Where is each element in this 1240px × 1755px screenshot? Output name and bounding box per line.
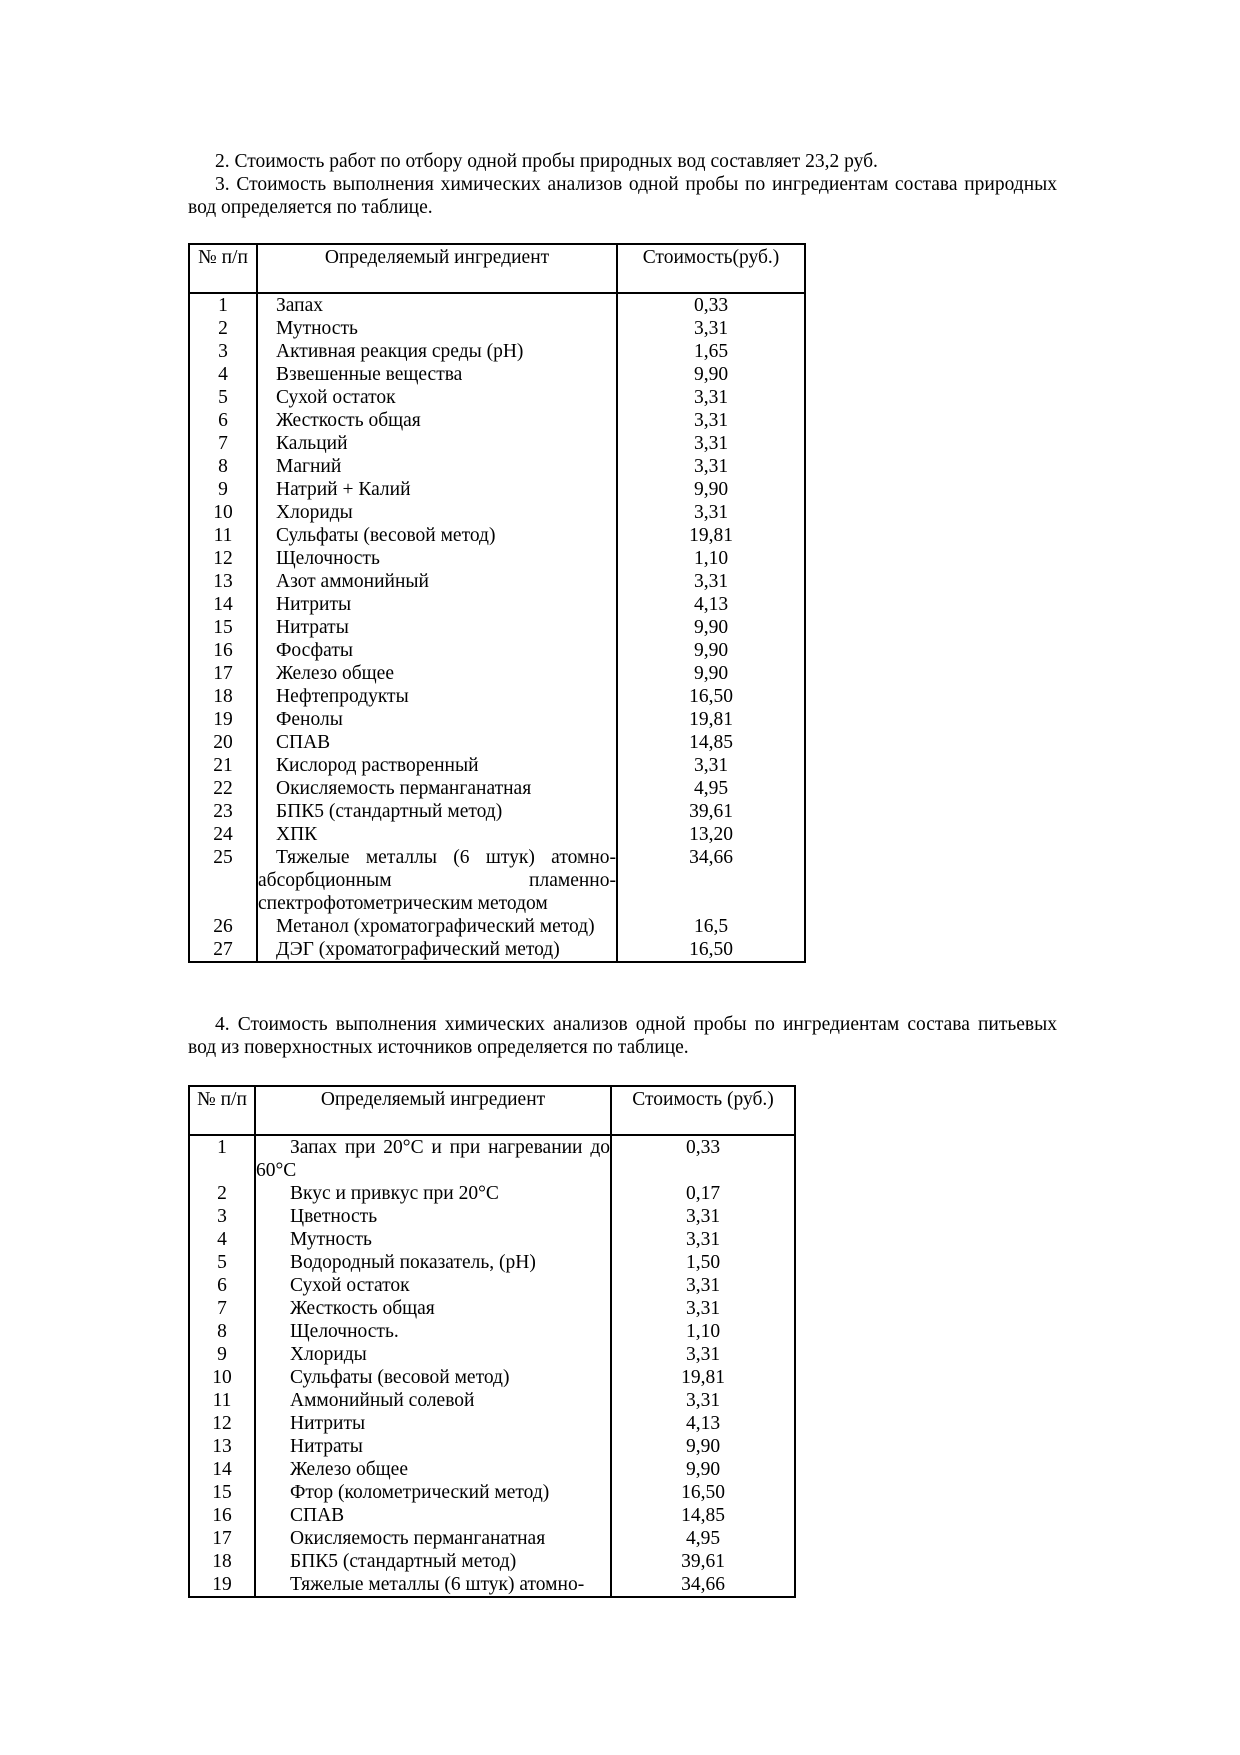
- table-row: [189, 593, 805, 616]
- paragraph-drinking-water-intro: 4. Стоимость выполнения химических анализов одной пробы по ингредиентам состава питьевых вод из поверхностных источников определяется по таблице.: [188, 1014, 1057, 1058]
- table-row: [189, 1205, 795, 1228]
- ingredient-name: Сульфаты (весовой метод): [255, 1366, 611, 1389]
- cost-value: 19,81: [617, 524, 805, 547]
- cost-value: 0,33: [611, 1135, 795, 1182]
- table-header-row: [189, 1086, 795, 1135]
- row-number: 3: [189, 1205, 255, 1228]
- ingredient-name: Хлориды: [257, 501, 617, 524]
- table-row: [189, 501, 805, 524]
- cost-value: 0,17: [611, 1182, 795, 1205]
- table-row: [189, 1251, 795, 1274]
- row-number: 5: [189, 1251, 255, 1274]
- ingredient-name: БПК5 (стандартный метод): [257, 800, 617, 823]
- ingredient-name: Мутность: [257, 317, 617, 340]
- cost-value: 9,90: [617, 478, 805, 501]
- ingredient-name: Хлориды: [255, 1343, 611, 1366]
- ingredient-name: Нитраты: [257, 616, 617, 639]
- table-row: [189, 1458, 795, 1481]
- ingredient-name: Щелочность.: [255, 1320, 611, 1343]
- row-number: 20: [189, 731, 257, 754]
- row-number: 21: [189, 754, 257, 777]
- column-header-number: № п/п: [189, 244, 257, 293]
- cost-value: 3,31: [617, 317, 805, 340]
- cost-value: 4,95: [611, 1527, 795, 1550]
- cost-value: 3,31: [611, 1228, 795, 1251]
- table-row: [189, 363, 805, 386]
- row-number: 24: [189, 823, 257, 846]
- ingredient-name: Жесткость общая: [257, 409, 617, 432]
- ingredient-name: Цветность: [255, 1205, 611, 1228]
- table-row: [189, 754, 805, 777]
- row-number: 9: [189, 478, 257, 501]
- cost-value: 9,90: [617, 662, 805, 685]
- ingredient-name: Железо общее: [255, 1458, 611, 1481]
- table-row: [189, 524, 805, 547]
- cost-value: 3,31: [617, 432, 805, 455]
- cost-value: 9,90: [617, 639, 805, 662]
- ingredient-name: Натрий + Калий: [257, 478, 617, 501]
- row-number: 16: [189, 1504, 255, 1527]
- row-number: 10: [189, 1366, 255, 1389]
- cost-value: 19,81: [617, 708, 805, 731]
- cost-value: 16,5: [617, 915, 805, 938]
- row-number: 22: [189, 777, 257, 800]
- ingredient-name: Активная реакция среды (pH): [257, 340, 617, 363]
- table-row: [189, 1366, 795, 1389]
- table-row: [189, 1481, 795, 1504]
- cost-value: 1,50: [611, 1251, 795, 1274]
- table-row: [189, 1412, 795, 1435]
- table-row: [189, 340, 805, 363]
- cost-value: 1,10: [617, 547, 805, 570]
- ingredient-name: Запах при 20°С и при нагревании до 60°С: [256, 1137, 610, 1181]
- ingredient-name: Окисляемость перманганатная: [255, 1527, 611, 1550]
- ingredient-name: Фосфаты: [257, 639, 617, 662]
- ingredient-name: Фтор (колометрический метод): [255, 1481, 611, 1504]
- ingredient-name: Водородный показатель, (pH): [255, 1251, 611, 1274]
- row-number: 13: [189, 570, 257, 593]
- cost-value: 16,50: [611, 1481, 795, 1504]
- row-number: 4: [189, 1228, 255, 1251]
- table-row: [189, 685, 805, 708]
- row-number: 14: [189, 1458, 255, 1481]
- cost-value: 3,31: [611, 1274, 795, 1297]
- table-row: [189, 938, 805, 962]
- cost-value: 4,13: [617, 593, 805, 616]
- ingredient-name: Аммонийный солевой: [255, 1389, 611, 1412]
- cost-value: 3,31: [611, 1205, 795, 1228]
- natural-water-cost-table: [188, 243, 806, 963]
- cost-value: 19,81: [611, 1366, 795, 1389]
- row-number: 18: [189, 685, 257, 708]
- row-number: 19: [189, 1573, 255, 1597]
- table-row: [189, 1504, 795, 1527]
- row-number: 17: [189, 662, 257, 685]
- cost-value: 16,50: [617, 938, 805, 962]
- table-row: [189, 293, 805, 317]
- cost-value: 3,31: [611, 1343, 795, 1366]
- ingredient-name: ХПК: [257, 823, 617, 846]
- row-number: 10: [189, 501, 257, 524]
- table-row: [189, 1320, 795, 1343]
- row-number: 27: [189, 938, 257, 962]
- paragraph-natural-water-intro: 3. Стоимость выполнения химических анализов одной пробы по ингредиентам состава природных вод определяется по таблице.: [188, 174, 1057, 218]
- row-number: 26: [189, 915, 257, 938]
- row-number: 25: [189, 846, 257, 915]
- table-row: [189, 432, 805, 455]
- table-row: [189, 478, 805, 501]
- row-number: 2: [189, 1182, 255, 1205]
- row-number: 19: [189, 708, 257, 731]
- column-header-cost: Стоимость (руб.): [611, 1086, 795, 1135]
- cost-value: 1,10: [611, 1320, 795, 1343]
- table-row: [189, 915, 805, 938]
- paragraph-sampling-cost: 2. Стоимость работ по отбору одной пробы природных вод составляет 23,2 руб.: [215, 151, 878, 172]
- ingredient-name: Кислород растворенный: [257, 754, 617, 777]
- row-number: 15: [189, 1481, 255, 1504]
- column-header-number: № п/п: [189, 1086, 255, 1135]
- table-row: [189, 639, 805, 662]
- ingredient-name: Сульфаты (весовой метод): [257, 524, 617, 547]
- row-number: 8: [189, 1320, 255, 1343]
- table-row: [189, 1182, 795, 1205]
- row-number: 13: [189, 1435, 255, 1458]
- row-number: 4: [189, 363, 257, 386]
- ingredient-name: Тяжелые металлы (6 штук) атомно-абсорбционным пламенно-спектрофотометрическим методом: [258, 847, 616, 914]
- table-row: [189, 1573, 795, 1597]
- table-row: [189, 708, 805, 731]
- cost-value: 9,90: [617, 363, 805, 386]
- cost-value: 1,65: [617, 340, 805, 363]
- cost-value: 3,31: [611, 1297, 795, 1320]
- row-number: 5: [189, 386, 257, 409]
- ingredient-name: Нитраты: [255, 1435, 611, 1458]
- table-row: [189, 777, 805, 800]
- table-row: [189, 455, 805, 478]
- cost-value: 3,31: [611, 1389, 795, 1412]
- ingredient-name: Фенолы: [257, 708, 617, 731]
- ingredient-name: Щелочность: [257, 547, 617, 570]
- row-number: 17: [189, 1527, 255, 1550]
- table-row: [189, 570, 805, 593]
- table-row: [189, 823, 805, 846]
- cost-value: 3,31: [617, 570, 805, 593]
- row-number: 2: [189, 317, 257, 340]
- table-row: [189, 1550, 795, 1573]
- row-number: 6: [189, 409, 257, 432]
- row-number: 23: [189, 800, 257, 823]
- table-row: [189, 846, 805, 915]
- ingredient-name: Сухой остаток: [257, 386, 617, 409]
- cost-value: 4,13: [611, 1412, 795, 1435]
- cost-value: 39,61: [617, 800, 805, 823]
- column-header-ingredient: Определяемый ингредиент: [255, 1086, 611, 1135]
- ingredient-name: Нефтепродукты: [257, 685, 617, 708]
- table-row: [189, 1435, 795, 1458]
- ingredient-name: Окисляемость перманганатная: [257, 777, 617, 800]
- ingredient-name: Азот аммонийный: [257, 570, 617, 593]
- ingredient-name: СПАВ: [257, 731, 617, 754]
- row-number: 6: [189, 1274, 255, 1297]
- cost-value: 3,31: [617, 754, 805, 777]
- table-row: [189, 1274, 795, 1297]
- ingredient-name: Кальций: [257, 432, 617, 455]
- cost-value: 9,90: [611, 1458, 795, 1481]
- ingredient-name: Жесткость общая: [255, 1297, 611, 1320]
- table-row: [189, 800, 805, 823]
- cost-value: 3,31: [617, 501, 805, 524]
- table-row: [189, 1228, 795, 1251]
- row-number: 11: [189, 1389, 255, 1412]
- row-number: 8: [189, 455, 257, 478]
- cost-value: 34,66: [617, 846, 805, 915]
- table-header-row: [189, 244, 805, 293]
- row-number: 11: [189, 524, 257, 547]
- cost-value: 14,85: [611, 1504, 795, 1527]
- ingredient-name: Вкус и привкус при 20°С: [255, 1182, 611, 1205]
- ingredient-name: Сухой остаток: [255, 1274, 611, 1297]
- table-row: [189, 1297, 795, 1320]
- row-number: 9: [189, 1343, 255, 1366]
- cost-value: 9,90: [611, 1435, 795, 1458]
- ingredient-name: Магний: [257, 455, 617, 478]
- cost-value: 3,31: [617, 409, 805, 432]
- table-row: [189, 409, 805, 432]
- table-row: [189, 662, 805, 685]
- cost-value: 16,50: [617, 685, 805, 708]
- row-number: 12: [189, 1412, 255, 1435]
- table-row: [189, 386, 805, 409]
- row-number: 7: [189, 432, 257, 455]
- row-number: 3: [189, 340, 257, 363]
- row-number: 14: [189, 593, 257, 616]
- table-row: [189, 616, 805, 639]
- row-number: 16: [189, 639, 257, 662]
- cost-value: 4,95: [617, 777, 805, 800]
- cost-value: 39,61: [611, 1550, 795, 1573]
- table-row: [189, 317, 805, 340]
- table-row: [189, 1389, 795, 1412]
- ingredient-name: СПАВ: [255, 1504, 611, 1527]
- row-number: 15: [189, 616, 257, 639]
- table-row: [189, 1527, 795, 1550]
- ingredient-name: Запах: [257, 293, 617, 317]
- ingredient-name: БПК5 (стандартный метод): [255, 1550, 611, 1573]
- ingredient-name: Тяжелые металлы (6 штук) атомно-: [255, 1573, 611, 1597]
- row-number: 1: [189, 293, 257, 317]
- ingredient-name: ДЭГ (хроматографический метод): [257, 938, 617, 962]
- ingredient-name: Железо общее: [257, 662, 617, 685]
- ingredient-name: Нитриты: [255, 1412, 611, 1435]
- cost-value: 14,85: [617, 731, 805, 754]
- ingredient-name: Мутность: [255, 1228, 611, 1251]
- table-row: [189, 547, 805, 570]
- cost-value: 34,66: [611, 1573, 795, 1597]
- table-row: [189, 731, 805, 754]
- ingredient-name: Взвешенные вещества: [257, 363, 617, 386]
- ingredient-name: Нитриты: [257, 593, 617, 616]
- row-number: 1: [189, 1135, 255, 1182]
- cost-value: 3,31: [617, 386, 805, 409]
- cost-value: 13,20: [617, 823, 805, 846]
- table-row: [189, 1343, 795, 1366]
- table-row: [189, 1135, 795, 1182]
- cost-value: 0,33: [617, 293, 805, 317]
- cost-value: 9,90: [617, 616, 805, 639]
- cost-value: 3,31: [617, 455, 805, 478]
- row-number: 12: [189, 547, 257, 570]
- row-number: 18: [189, 1550, 255, 1573]
- ingredient-name: Метанол (хроматографический метод): [257, 915, 617, 938]
- row-number: 7: [189, 1297, 255, 1320]
- column-header-cost: Стоимость(руб.): [617, 244, 805, 293]
- drinking-water-cost-table: [188, 1085, 796, 1598]
- column-header-ingredient: Определяемый ингредиент: [257, 244, 617, 293]
